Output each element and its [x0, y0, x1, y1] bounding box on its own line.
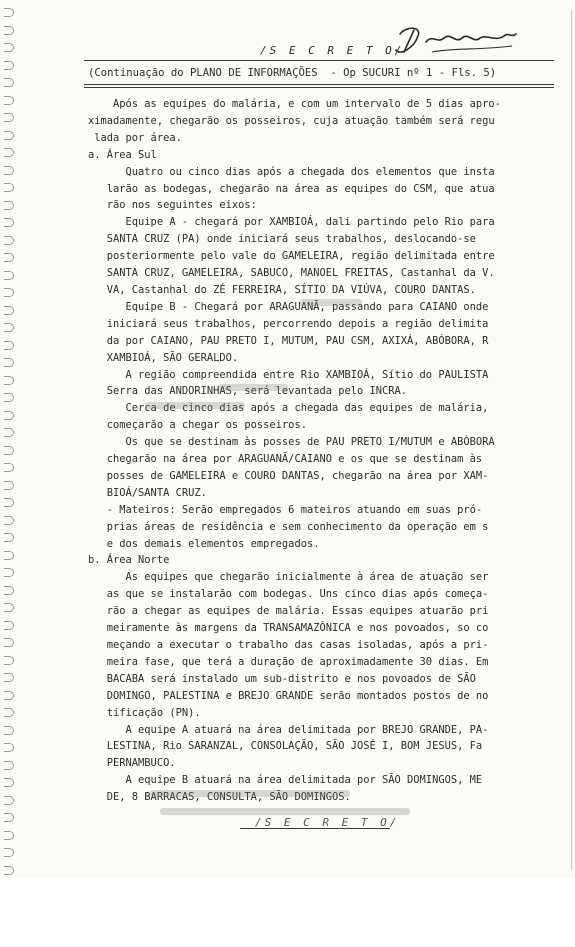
text-line: Após as equipes do malária, e com um intervalo de 5 dias apro- [88, 98, 501, 110]
punch-hole [4, 323, 14, 332]
page-header: (Continuação do PLANO DE INFORMAÇÕES - Op SUCURI nº 1 - Fls. 5) [88, 67, 497, 79]
punch-hole [4, 848, 14, 857]
punch-hole [4, 673, 14, 682]
text-line: LESTINA, Rio SARANZAL, CONSOLAÇÃO, SÃO JOSÉ I, BOM JESUS, Fa [88, 740, 483, 753]
text-line: DOMINGO, PALESTINA e BREJO GRANDE serão montados postos de no [88, 689, 489, 702]
ink-blot [300, 299, 362, 306]
text-line: - Mateiros: Serão empregados 6 mateiros atuando em suas pró- [88, 503, 483, 516]
text-line: iniciará seus trabalhos, percorrendo depois a região delimita [88, 317, 489, 330]
handwritten-signature [392, 22, 522, 62]
punch-hole [4, 148, 14, 157]
punch-hole [4, 96, 14, 105]
punch-hole [4, 778, 14, 787]
punch-hole [4, 533, 14, 542]
punch-hole [4, 638, 14, 647]
punch-hole [4, 691, 14, 700]
punch-hole [4, 726, 14, 735]
punch-hole [4, 446, 14, 455]
punch-hole [4, 131, 14, 140]
punch-hole [4, 568, 14, 577]
ink-blot [218, 384, 288, 391]
text-line: rão nos seguintes eixos: [88, 199, 257, 212]
punch-hole [4, 743, 14, 752]
punch-hole [4, 26, 14, 35]
punch-hole [4, 43, 14, 52]
punch-hole [4, 831, 14, 840]
text-line: rão a chegar as equipes de malária. Essas equipes atuarão pri [88, 605, 489, 618]
binder-punch-holes [0, 0, 30, 880]
text-line: começarão a chegar os posseiros. [88, 419, 307, 432]
text-line: lada por área. [88, 131, 182, 144]
punch-hole [4, 376, 14, 385]
text-line: DE, 8 BARRACAS, CONSULTA, SÃO DOMINGOS. [88, 791, 351, 804]
text-line: meira fase, que terá a duração de aproximadamente 30 dias. Em [88, 655, 489, 668]
text-line: As equipes que chegarão inicialmente à área de atuação ser [88, 571, 489, 584]
punch-hole [4, 236, 14, 245]
text-line: da por CAIANO, PAU PRETO I, MUTUM, PAU CSM, AXIXÁ, ABÓBORA, R [88, 334, 489, 347]
text-line: prias áreas de residência e sem conhecimento da operação em s [88, 520, 489, 533]
text-line: posteriormente pelo vale do GAMELEIRA, região delimitada entre [88, 250, 495, 263]
text-line: BIOÁ/SANTA CRUZ. [88, 486, 207, 499]
text-line: meiramente às margens da TRANSAMAZÔNICA e nos povoados, so co [88, 622, 489, 635]
punch-hole [4, 411, 14, 420]
punch-hole [4, 761, 14, 770]
text-line: A equipe B atuará na área delimitada por SÃO DOMINGOS, ME [88, 774, 483, 787]
text-line: larão as bodegas, chegarão na área as equipes do CSM, que atua [88, 182, 495, 195]
punch-hole [4, 183, 14, 192]
punch-hole [4, 393, 14, 402]
text-line: BACABA será instalado um sub-distrito e nos povoados de SÃO [88, 672, 476, 685]
text-line: Quatro ou cinco dias após a chegada dos elementos que insta [88, 165, 495, 178]
punch-hole [4, 603, 14, 612]
header-rule-top [84, 60, 554, 61]
text-line: posses de GAMELEIRA e COURO DANTAS, chegarão na área por XAM- [88, 469, 489, 482]
text-line: b. Área Norte [88, 554, 170, 567]
punch-hole [4, 813, 14, 822]
punch-hole [4, 271, 14, 280]
classification-stamp-bottom: /S E C R E T O/ [255, 816, 400, 829]
punch-hole [4, 463, 14, 472]
punch-hole [4, 166, 14, 175]
punch-hole [4, 288, 14, 297]
punch-hole [4, 586, 14, 595]
scan-margin [0, 878, 575, 947]
header-rule-bottom [84, 84, 554, 85]
header-rule-bottom-double [84, 87, 554, 88]
text-line: meçando a executar o trabalho das casas isoladas, após a pri- [88, 639, 489, 651]
ink-blot [150, 790, 350, 797]
punch-hole [4, 306, 14, 315]
text-line: Serra das ANDORINHAS, será levantada pelo INCRA. [88, 385, 408, 398]
text-line: A região compreendida entre Rio XAMBIOÁ, Sítio do PAULISTA [88, 368, 489, 381]
document-body [88, 96, 558, 806]
text-line: ximadamente, chegarão os posseiros, cuja atuação também será regu [88, 114, 495, 127]
ink-blot [145, 402, 245, 409]
punch-hole [4, 796, 14, 805]
punch-hole [4, 8, 14, 17]
text-line: VA, Castanhal do ZÉ FERREIRA, SÍTIO DA VIÚVA, COURO DANTAS. [88, 283, 476, 296]
punch-hole [4, 358, 14, 367]
punch-hole [4, 428, 14, 437]
text-line: Equipe B - Chegará por ARAGUANÃ, passando para CAIANO onde [88, 300, 489, 313]
text-line: XAMBIOÁ, SÃO GERALDO. [88, 351, 239, 364]
punch-hole [4, 113, 14, 122]
punch-hole [4, 341, 14, 350]
punch-hole [4, 708, 14, 717]
text-line: SANTA CRUZ (PA) onde iniciará seus trabalhos, deslocando-se [88, 233, 476, 246]
classification-stamp-top: /S E C R E T O/ [260, 44, 405, 57]
punch-hole [4, 253, 14, 262]
text-line: PERNAMBUCO. [88, 757, 176, 770]
text-line: Os que se destinam às posses de PAU PRETO I/MUTUM e ABÓBORA [88, 436, 495, 449]
punch-hole [4, 551, 14, 560]
punch-hole [4, 866, 14, 875]
text-line: A equipe A atuará na área delimitada por BREJO GRANDE, PA- [88, 723, 489, 736]
text-line: chegarão na área por ARAGUANÃ/CAIANO e os que se destinam às [88, 453, 483, 466]
punch-hole [4, 61, 14, 70]
punch-hole [4, 516, 14, 525]
punch-hole [4, 78, 14, 87]
punch-hole [4, 498, 14, 507]
text-line: as que se instalarão com bodegas. Uns cinco dias após começa- [88, 588, 489, 601]
paper-edge [571, 10, 572, 870]
punch-hole [4, 656, 14, 665]
ink-blot [160, 808, 410, 815]
text-line: SANTA CRUZ, GAMELEIRA, SABUCO, MANOEL FREITAS, Castanhal da V. [88, 267, 495, 280]
punch-hole [4, 201, 14, 210]
text-line: tificação (PN). [88, 706, 201, 719]
punch-hole [4, 218, 14, 227]
punch-hole [4, 621, 14, 630]
punch-hole [4, 481, 14, 490]
text-line: Equipe A - chegará por XAMBIOÁ, dali partindo pelo Rio para [88, 216, 495, 229]
text-line: a. Área Sul [88, 148, 157, 161]
text-line: e dos demais elementos empregados. [88, 537, 320, 550]
text-line: Cerca de cinco dias após a chegada das equipes de malária, [88, 402, 489, 415]
